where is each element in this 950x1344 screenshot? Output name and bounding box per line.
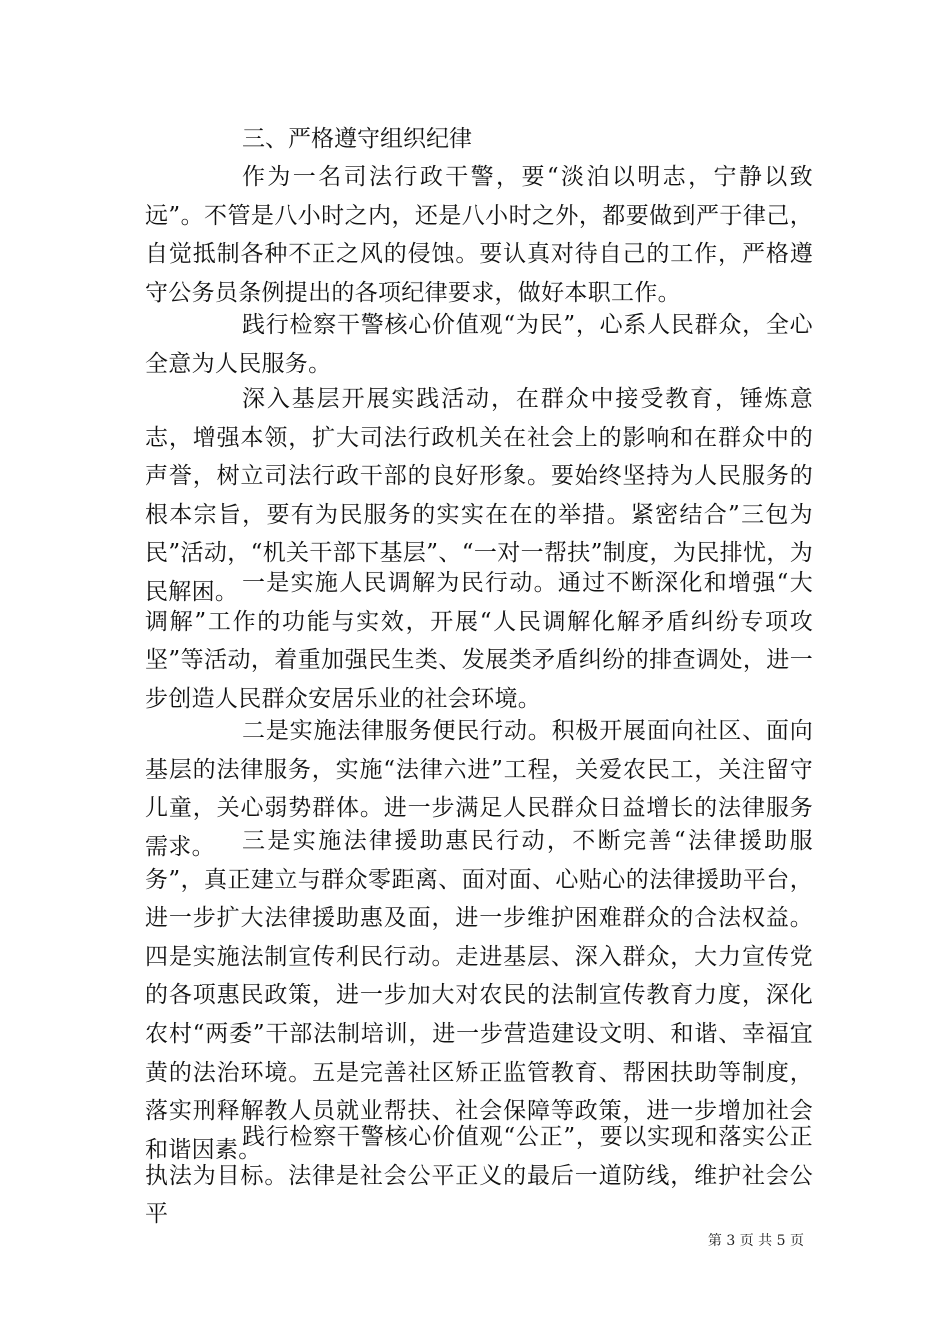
paragraph-legal-service: 二是实施法律服务便民行动。积极开展面向社区、面向基层的法律服务，实施“法律六进”工程，关爱农民工，关注留守儿童，关心弱势群体。进一步满足人民群众日益增长的法律服务需求。	[145, 718, 813, 860]
section-heading: 三、严格遵守组织纪律	[242, 126, 472, 152]
paragraph-grassroots: 深入基层开展实践活动，在群众中接受教育，锤炼意志，增强本领，扩大司法行政机关在社会上的影响和在群众中的声誉，树立司法行政干部的良好形象。要始终坚持为人民服务的根本宗旨，要有为民服务的实实在在的举措。紧密结合”三包为民”活动，“机关干部下基层”、“一对一帮扶”制度，为民排忧，为民解困。	[145, 386, 813, 605]
paragraph-mediation: 一是实施人民调解为民行动。通过不断深化和增强“大调解”工作的功能与实效，开展“人民调解化解矛盾纠纷专项攻坚”等活动，着重加强民生类、发展类矛盾纠纷的排查调处，进一步创造人民群众安居乐业的社会环境。	[145, 570, 813, 712]
paragraph-discipline: 作为一名司法行政干警，要“淡泊以明志，宁静以致远”。不管是八小时之内，还是八小时之外，都要做到严于律己，自觉抵制各种不正之风的侵蚀。要认真对待自己的工作，严格遵守公务员条例提出的各项纪律要求，做好本职工作。	[145, 164, 813, 306]
page-number-footer: 第 3 页 共 5 页	[707, 1233, 804, 1249]
paragraph-legal-aid: 三是实施法律援助惠民行动，不断完善“法律援助服务”，真正建立与群众零距离、面对面、心贴心的法律援助平台，进一步扩大法律援助惠及面，进一步维护困难群众的合法权益。四是实施法制宣传利民行动。走进基层、深入群众，大力宣传党的各项惠民政策，进一步加大对农民的法制宣传教育力度，深化农村“两委”干部法制培训，进一步营造建设文明、和谐、幸福宜黄的法治环境。五是完善社区矫正监管教育、帮困扶助等制度，落实刑释解教人员就业帮扶、社会保障等政策，进一步增加社会和谐因素。	[145, 828, 813, 1163]
paragraph-justice: 践行检察干警核心价值观“公正”，要以实现和落实公正执法为目标。法律是社会公平正义的最后一道防线，维护社会公平	[145, 1124, 813, 1228]
paragraph-serve-people: 践行检察干警核心价值观“为民”，心系人民群众，全心全意为人民服务。	[145, 312, 813, 377]
